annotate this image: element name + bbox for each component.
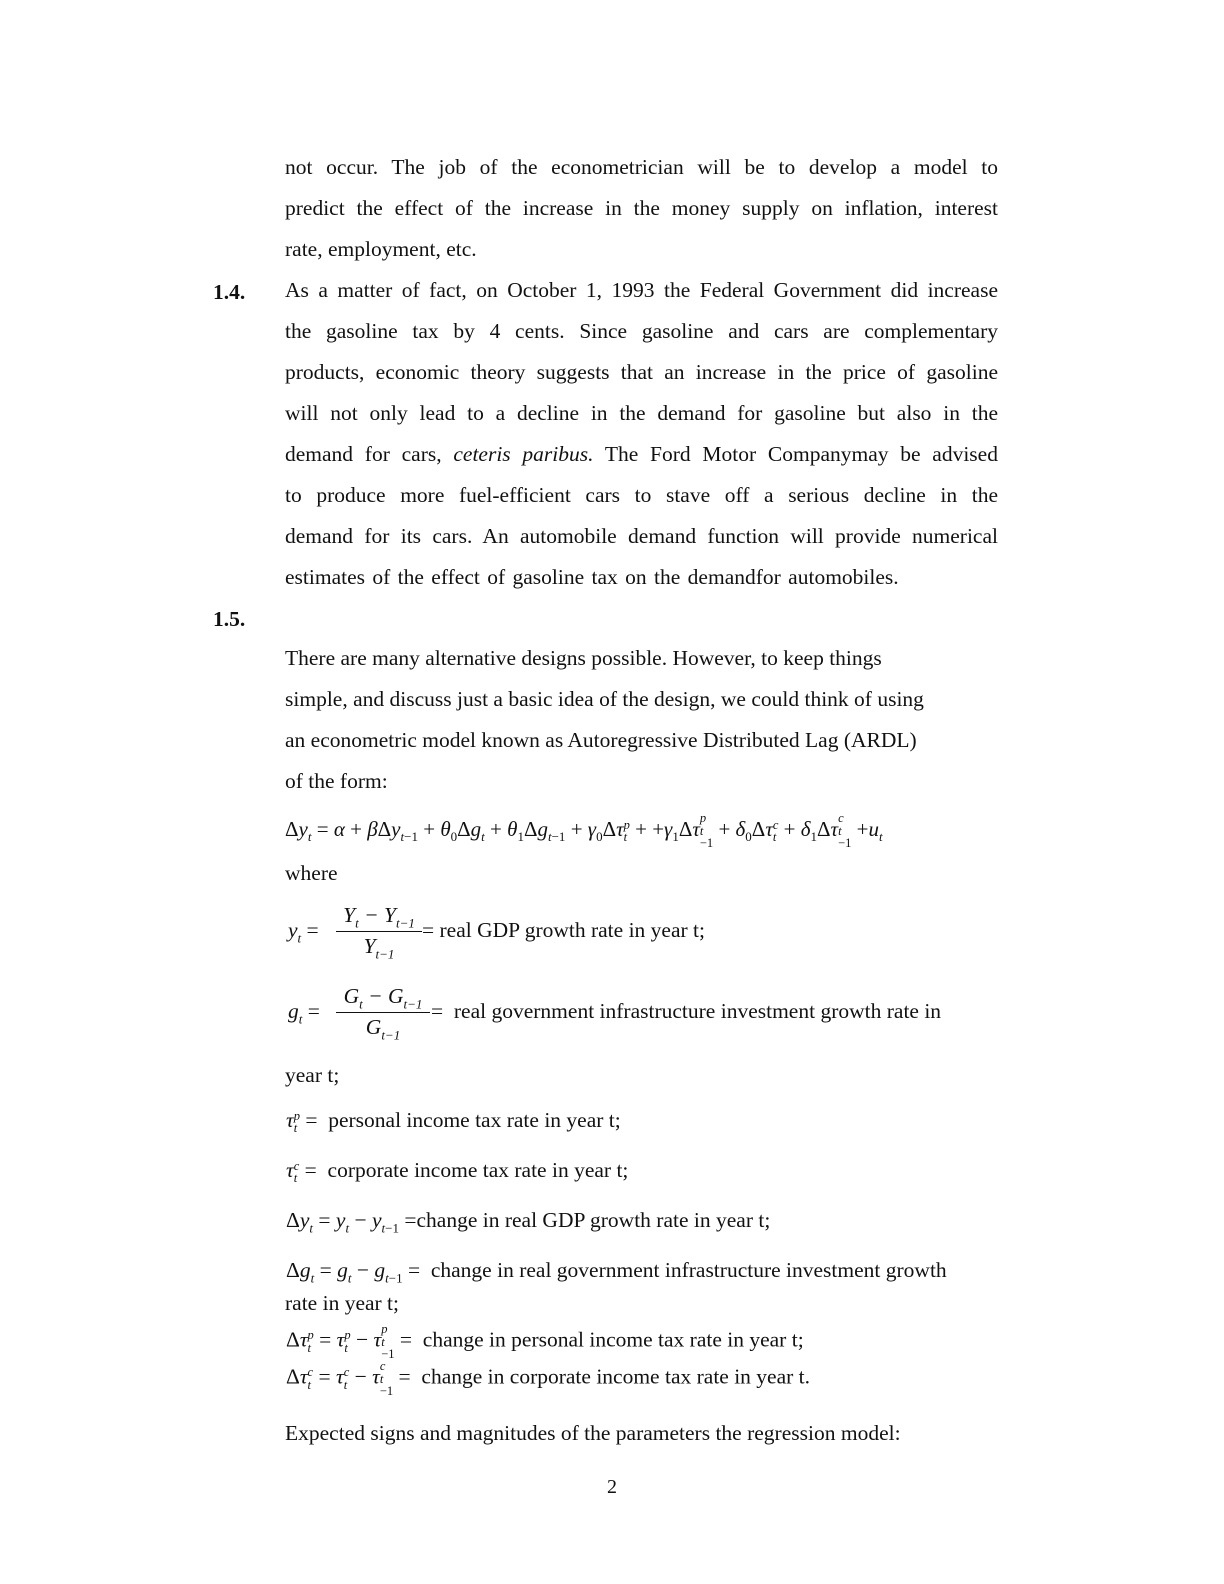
body-line: products, economic theory suggests that an increase in the price of gasoline [285, 360, 998, 384]
body-line: estimates of the effect of gasoline tax on the demandfor automobiles. [285, 565, 899, 589]
item-number: 1.4. [213, 280, 246, 304]
def-dtau-c-row: Δτ c t = τ c t − τ c t −1 = change in corporate income tax rate in year t. [286, 1359, 811, 1398]
def-dy-row: $\Delta y_t = y_t - y_{t-1}$ =change in real GDP growth rate in year t; [286, 1208, 771, 1236]
expected-signs-line: Expected signs and magnitudes of the parameters the regression model: [285, 1421, 901, 1445]
fraction-y: $\frac{Y_t - Y_{t-1}}{Y_{t-1}}$ [336, 903, 422, 959]
page-number: 2 [607, 1476, 617, 1498]
def-tau-c: corporate income tax rate in year t; [327, 1158, 629, 1182]
def-text: = real GDP growth rate in year t; [422, 918, 705, 942]
def-g: real government infrastructure investment growth rate in [453, 999, 942, 1023]
body-line: simple, and discuss just a basic idea of the design, we could think of using [285, 687, 924, 711]
def-dg: change in real government infrastructure investment growth [430, 1258, 947, 1282]
body-line: will not only lead to a decline in the demand for gasoline but also in the [285, 401, 998, 425]
def-tau-p: personal income tax rate in year t; [328, 1108, 621, 1132]
body-line: year t; [285, 1063, 340, 1087]
text-run: The Ford Motor Companymay be advised [604, 442, 998, 466]
body-line: not occur. The job of the econometrician will be to develop a model to [285, 155, 998, 179]
text-run: demand for cars, [285, 442, 442, 466]
def-dtau-p: change in personal income tax rate in year t; [422, 1327, 804, 1352]
item-number: 1.5. [213, 607, 246, 631]
def-dtau-p-row: Δτ p t = τ p t − τ p t −1 = change in personal income tax rate in year t; [286, 1322, 804, 1361]
def-dtau-c: change in corporate income tax rate in year t. [421, 1364, 811, 1389]
where-label: where [285, 861, 338, 885]
math-g-t: $g_t$ = [288, 999, 320, 1027]
def-dy: change in real GDP growth rate in year t; [416, 1208, 771, 1232]
body-line: rate, employment, etc. [285, 237, 477, 261]
math-y-t: $y_t$ = [288, 918, 319, 946]
body-line: to produce more fuel-efficient cars to stave off a serious decline in the [285, 483, 998, 507]
body-line: of the form: [285, 769, 388, 793]
body-line: an econometric model known as Autoregressive Distributed Lag (ARDL) [285, 728, 917, 752]
body-line: demand for its cars. An automobile demand function will provide numerical [285, 524, 998, 548]
body-line: the gasoline tax by 4 cents. Since gasoline and cars are complementary [285, 319, 998, 343]
body-line: As a matter of fact, on October 1, 1993 the Federal Government did increase [285, 278, 998, 302]
def-tau-p-row: τ p t = personal income tax rate in year t; [286, 1108, 621, 1136]
body-line: There are many alternative designs possible. However, to keep things [285, 646, 882, 670]
body-line: predict the effect of the increase in the money supply on inflation, interest [285, 196, 998, 220]
fraction-g: $\frac{G_t - G_{t-1}}{G_{t-1}}$ [336, 984, 430, 1040]
body-line [285, 444, 998, 466]
def-tau-c-row: τ c t = corporate income tax rate in year t; [286, 1158, 629, 1186]
ardl-equation: $\Delta y_t = \alpha + \beta\Delta y_{t-1} + \theta_0\Delta g_t + \theta_1\Delta g_{t-1} + \gamma_0\Delta\tau$ p t + $+\gamma_1\Delta\tau$ p t −1 + $\delta_0\Delta\tau$ c t + $\delta_1\Delta\tau$ c t −1 $+u_t$ [285, 811, 883, 851]
def-y: real GDP growth rate in year t; [439, 918, 705, 942]
body-line: rate in year t; [285, 1291, 400, 1315]
italic-phrase: ceteris paribus. [453, 442, 594, 466]
def-dg-row: $\Delta g_t = g_t - g_{t-1}$ = change in real government infrastructure investment growth [286, 1258, 947, 1286]
def-text: = real government infrastructure investment growth rate in [431, 999, 942, 1023]
